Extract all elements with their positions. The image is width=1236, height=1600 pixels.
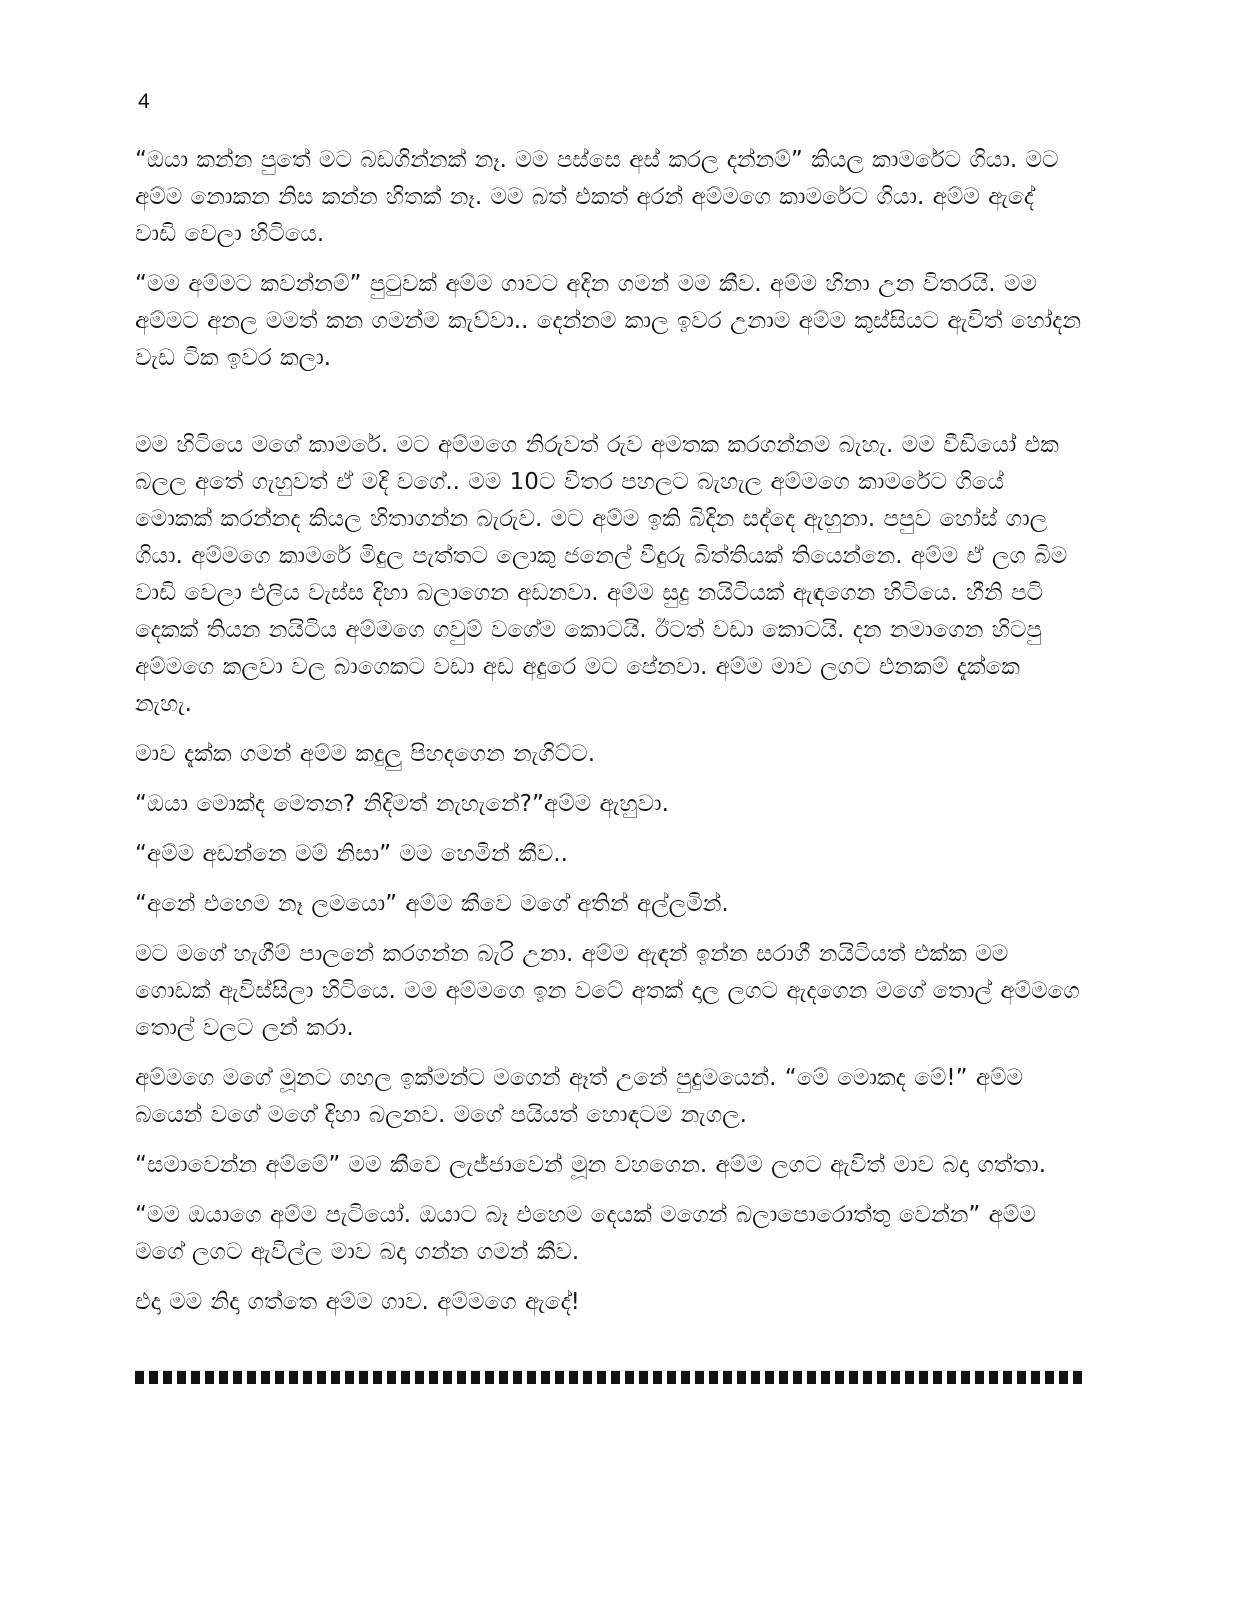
paragraph-10: “සමාවෙන්න අම්මේ” මම කීවෙ ලැජ්ජාවෙන් මූන වහගෙන. අම්ම ලගට ඇවිත් මාව බදා ගත්තා. bbox=[135, 1152, 1047, 1178]
paragraph-4: මාව දැක්ක ගමන් අම්ම කදුලු පිහදගෙන නැගිට්ට. bbox=[135, 741, 595, 767]
paragraph-1: “ඔයා කන්න පුතේ මට බඩගින්නක් නෑ. මම පස්සෙ අස් කරල දන්නම්” කියල කාමරේට ගියා. මට අම්ම නොකන නිස කන්න හිතක් නෑ. මම බත් එකත් අරන් අම්මගෙ කාමරේට ගියා. අම්ම ඇදේ වාඩි වෙලා හිටියෙ. bbox=[135, 147, 1059, 247]
paragraph-6: “අම්ම අඩන්නෙ මම් නිසා” මම හෙමින් කීව.. bbox=[135, 841, 568, 867]
paragraph-5: “ඔයා මොක්ද මෙතන? නිදිමත් නැහැනේ?”අම්ම ඇහුවා. bbox=[135, 791, 669, 817]
paragraph-11: “මම ඔයාගෙ අම්ම පැටියෝ. ඔයාට බෑ එහෙම දෙයක් මගෙන් බලාපොරොත්තු වෙන්න” අම්ම මගේ ලගට ඇවිල්ල මාව බදා ගන්න ගමන් කීව. bbox=[135, 1202, 1036, 1265]
paragraph-12: එදා මම නිදා ගත්තෙ අම්ම ගාව. අම්මගෙ ඇදේ! bbox=[135, 1289, 580, 1315]
paragraph-7: “අනේ එහෙම නෑ ලමයො” අම්ම කීවෙ මගේ අතින් අල්ලමින්. bbox=[135, 891, 729, 917]
dotted-separator-line bbox=[135, 1371, 1083, 1384]
paragraph-8: මට මගේ හැගීම් පාලනේ කරගන්න බැරි උනා. අම්ම ඇඳන් ඉන්න සරාගී නයිටියත් එක්ක මම ගොඩක් ඇවිස්සිලා හිටියෙ. මම අම්මගෙ ඉන වටේ අතක් දාල ලගට ඇදගෙන මගේ තොල් අම්මගෙ තොල් වලට ලන් කරා. bbox=[135, 941, 1080, 1041]
paragraph-3: මම හිටියෙ මගේ කාමරේ. මට අම්මගෙ නිරුවත් රුව අමතක කරගන්නම බැහැ. මම වීඩියෝ එක බලල අතේ ගැහුවත් ඒ මදි වගේ.. මම 10ට විතර පහලට බැහැල අම්මගෙ කාමරේට ගියේ මොකක් කරන්නද කියල හිතාගන්න බැරුව. මට අම්ම ඉකි බිදින සද්දෙ ඇහුනා. පපුව හෝස් ගාල ගියා. අම්මගෙ කාමරේ මිදුල පැත්තට ලොකු ජනෙල් වීදුරු බිත්තියක් තියෙන්නෙ. අම්ම ඒ ලග බිම වාඩි වෙලා එලිය වැස්ස දිහා බලාගෙන අඩනවා. අම්ම සුදු නයිටියක් ඇඳගෙන හිටියෙ. හීනි පටි දෙකක් තියන නයිටිය අම්මගෙ ගවුම් වගේම කොටයි. ඊටත් වඩා කොටයි. දන නමාගෙන හිටපු අම්මගෙ කලවා වල බාගෙකට වඩා අඩ අදුරෙ මට පේනවා. අම්ම මාව ලගට එනකම් දැක්කෙ නැහැ. bbox=[135, 432, 1068, 717]
paragraph-9: අම්මගෙ මගේ මූනට ගහල ඉක්මන්ට මගෙන් ඈත් උනේ පුදුමයෙන්. “මේ මොකද මේ!” අම්ම බයෙන් වගේ මගේ දිහා බලනව. මගේ පයියත් හොඳටම නැගල. bbox=[135, 1065, 1024, 1128]
page-number: 4 bbox=[138, 90, 150, 113]
document-body bbox=[135, 142, 1083, 1384]
paragraph-2: “මම අම්මට කවන්නම්” පුටුවක් අම්ම ගාවට අදින ගමන් මම කීව. අම්ම හිනා උන විතරයි. මම අම්මට අනල මමත් කන ගමන්ම කැව්වා.. දෙන්නම කාල ඉවර උනාම අම්ම කුස්සියට ඇවිත් හෝදන වැඩ ටික ඉවර කලා. bbox=[135, 271, 1082, 371]
